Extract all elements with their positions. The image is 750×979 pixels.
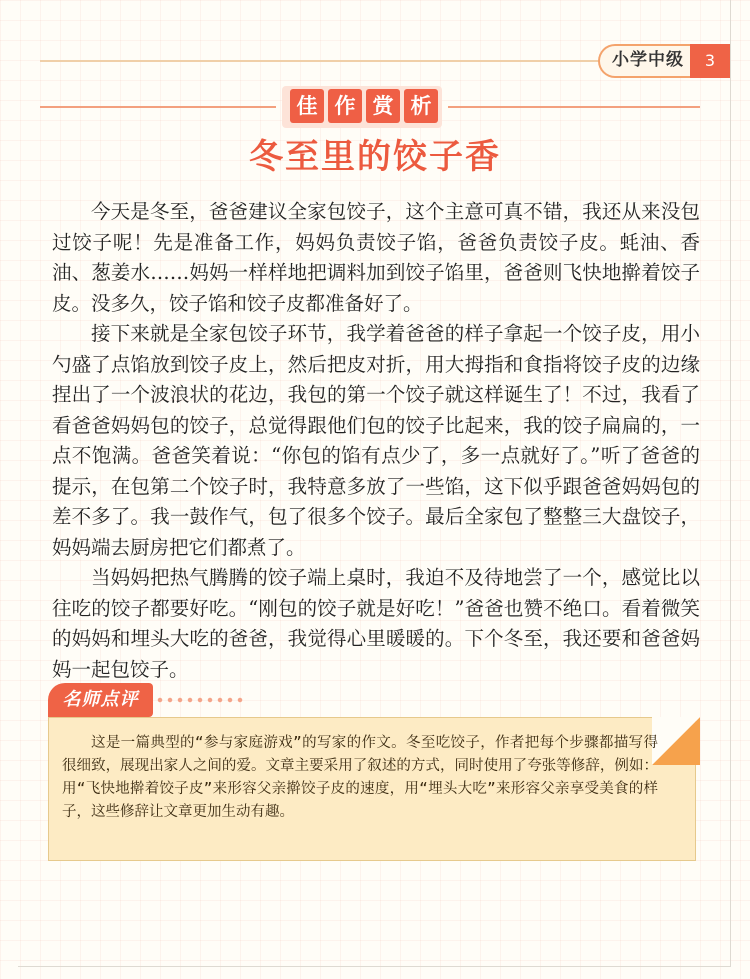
article-body	[52, 197, 700, 685]
badge-char: 佳	[290, 89, 324, 123]
badge-rule-left	[40, 106, 276, 108]
comment-text	[62, 732, 658, 824]
section-badge	[290, 89, 438, 125]
badge-rule-right	[448, 106, 700, 108]
article-paragraph: 接下来就是全家包饺子环节，我学着爸爸的样子拿起一个饺子皮，用小勺盛了点馅放到饺子皮上，然后把皮对折，用大拇指和食指将饺子皮的边缘捏出了一个波浪状的花边，我包的第一个饺子就这样诞生了！不过，我看了看爸爸妈妈包的饺子，总觉得跟他们包的饺子比起来，我的饺子扁扁的，一点不饱满。爸爸笑着说：“你包的馅有点少了，多一点就好了。”听了爸爸的提示，在包第二个饺子时，我特意多放了一些馅，这下似乎跟爸爸妈妈包的差不多了。我一鼓作气，包了很多个饺子。最后全家包了整整三大盘饺子，妈妈端去厨房把它们都煮了。	[52, 322, 700, 559]
comment-tab-dots	[155, 694, 245, 706]
badge-char: 赏	[366, 89, 400, 123]
article-title: 冬至里的饺子香	[249, 137, 501, 177]
page-fold-cut	[652, 717, 700, 765]
header-rule	[40, 60, 600, 62]
comment-paragraph: 这是一篇典型的“参与家庭游戏”的写家的作文。冬至吃饺子，作者把每个步骤都描写得很细致，展现出家人之间的爱。文章主要采用了叙述的方式，同时使用了夸张等修辞，例如：用“飞快地擀着饺子皮”来形容父亲擀饺子皮的速度，用“埋头大吃”来形容父亲享受美食的样子，这些修辞让文章更加生动有趣。	[62, 735, 658, 820]
comment-label: 名师点评	[62, 689, 139, 710]
badge-char: 作	[328, 89, 362, 123]
article-paragraph: 当妈妈把热气腾腾的饺子端上桌时，我迫不及待地尝了一个，感觉比以往吃的饺子都要好吃。“刚包的饺子就是好吃！”爸爸也赞不绝口。看着微笑的妈妈和埋头大吃的爸爸，我觉得心里暖暖的。下个冬至，我还要和爸爸妈妈一起包饺子。	[52, 566, 700, 681]
level-label: 小学中级	[612, 50, 684, 70]
article-paragraph: 今天是冬至，爸爸建议全家包饺子，这个主意可真不错，我还从来没包过饺子呢！先是准备工作，妈妈负责饺子馅，爸爸负责饺子皮。蚝油、香油、葱姜水……妈妈一样样地把调料加到饺子馅里，爸爸则飞快地擀着饺子皮。没多久，饺子馅和饺子皮都准备好了。	[52, 200, 700, 315]
page-number: 3	[704, 51, 716, 70]
badge-char: 析	[404, 89, 438, 123]
